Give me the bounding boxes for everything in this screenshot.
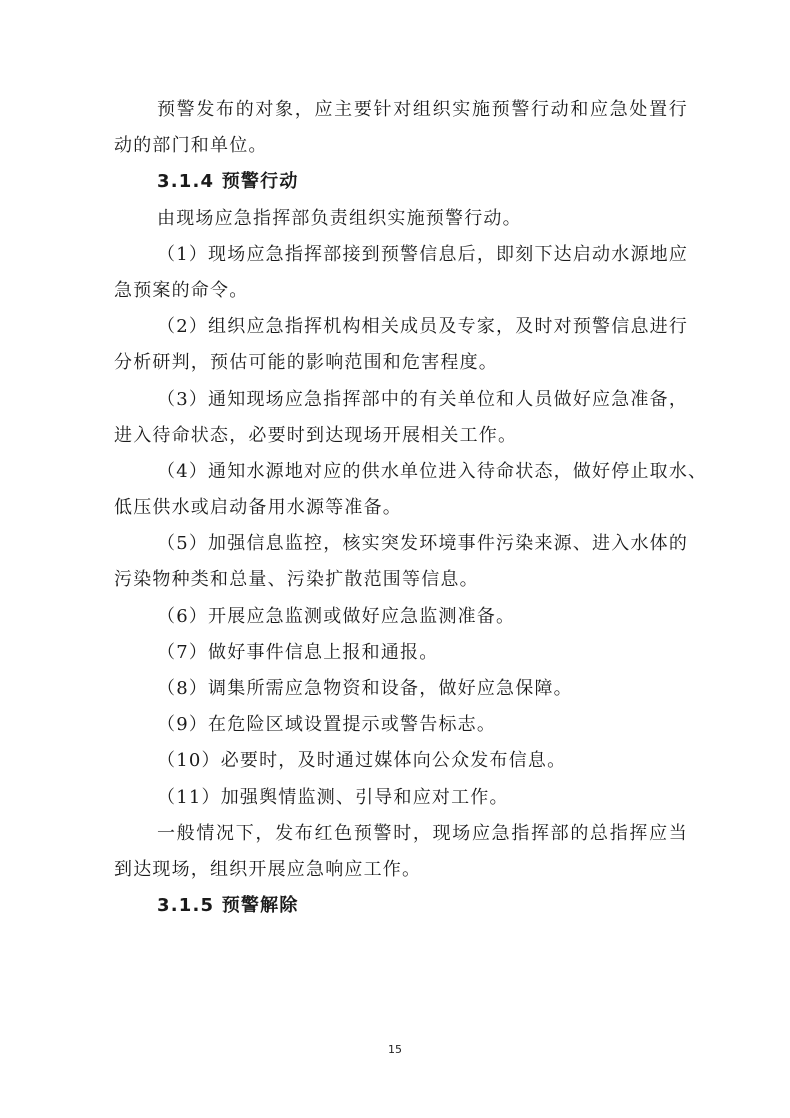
section-heading: 3.1.4 预警行动 (157, 171, 299, 193)
paragraph-line: 由现场应急指挥部负责组织实施预警行动。 (157, 207, 522, 229)
paragraph-line: 预警发布的对象，应主要针对组织实施预警行动和应急处置行 (157, 99, 688, 120)
list-item-line: （3）通知现场应急指挥部中的有关单位和人员做好应急准备， (157, 388, 689, 410)
paragraph-line: 一般情况下，发布红色预警时，现场应急指挥部的总指挥应当 (157, 822, 688, 844)
paragraph-line: 动的部门和单位。 (114, 135, 268, 157)
list-item-line: （7）做好事件信息上报和通报。 (157, 641, 439, 663)
list-item-line: 分析研判，预估可能的影响范围和危害程度。 (114, 352, 498, 374)
section-heading: 3.1.5 预警解除 (157, 895, 299, 917)
list-item-line: 低压供水或启动备用水源等准备。 (114, 497, 402, 519)
list-item-line: （1）现场应急指挥部接到预警信息后，即刻下达启动水源地应 (157, 243, 689, 265)
list-item-line: （4）通知水源地对应的供水单位进入待命状态，做好停止取水、 (157, 460, 708, 482)
paragraph-line: 到达现场，组织开展应急响应工作。 (114, 858, 422, 880)
page-number: 15 (388, 1043, 402, 1056)
list-item-line: （6）开展应急监测或做好应急监测准备。 (157, 605, 516, 627)
list-item-line: （5）加强信息监控，核实突发环境事件污染来源、进入水体的 (157, 533, 689, 555)
list-item-line: 进入待命状态，必要时到达现场开展相关工作。 (114, 424, 518, 446)
page-body (114, 92, 708, 924)
list-item-line: （10）必要时，及时通过媒体向公众发布信息。 (157, 750, 567, 772)
list-item-line: 污染物种类和总量、污染扩散范围等信息。 (114, 569, 479, 591)
list-item-line: 急预案的命令。 (114, 279, 249, 301)
list-item-line: （11）加强舆情监测、引导和应对工作。 (157, 786, 509, 808)
list-item-line: （8）调集所需应急物资和设备，做好应急保障。 (157, 678, 573, 699)
list-item-line: （2）组织应急指挥机构相关成员及专家，及时对预警信息进行 (157, 316, 689, 338)
list-item-line: （9）在危险区域设置提示或警告标志。 (157, 714, 497, 736)
